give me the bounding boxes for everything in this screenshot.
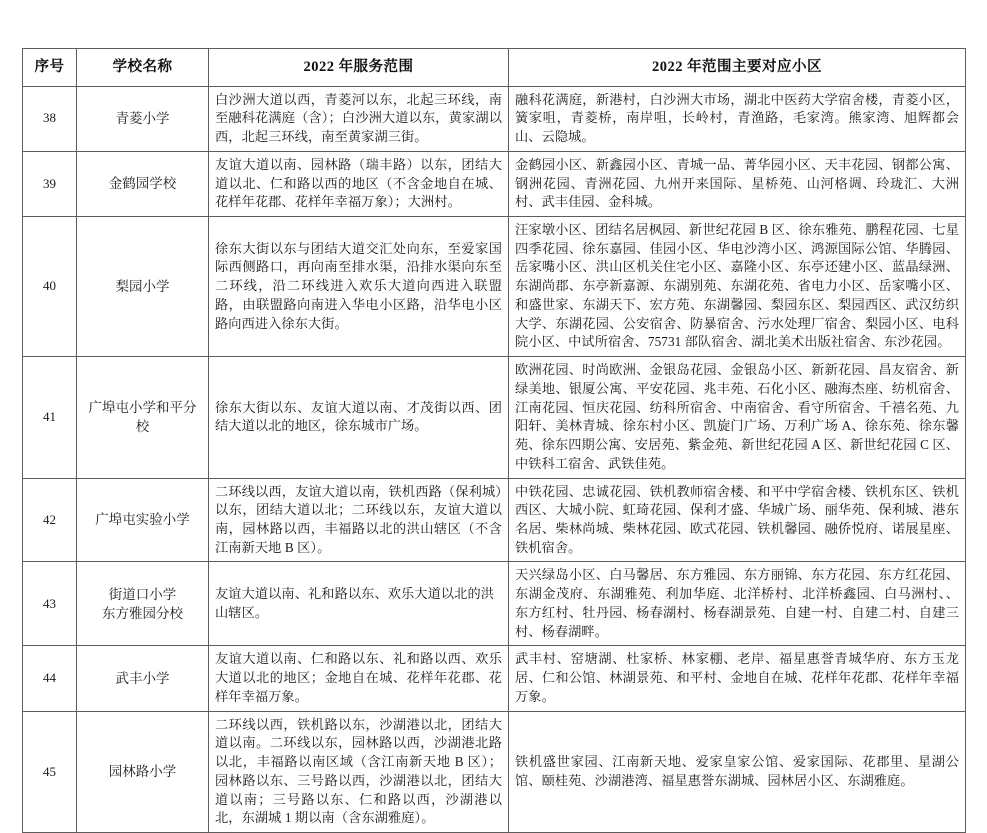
- cell-service-scope: 徐东大街以东、友谊大道以南、才茂街以西、团结大道以北的地区，徐东城市广场。: [209, 357, 509, 478]
- table-row: [23, 86, 966, 151]
- cell-school-name: 园林路小学: [77, 711, 209, 832]
- table-header-row: [23, 49, 966, 87]
- table-row: [23, 478, 966, 562]
- table-row: [23, 357, 966, 478]
- cell-school-name: 广埠屯实验小学: [77, 478, 209, 562]
- school-service-area-table: [22, 48, 966, 833]
- cell-service-scope: 徐东大街以东与团结大道交汇处向东，至爱家国际西侧路口，再向南至排水渠，沿排水渠向东至二环线，沿二环线进入欢乐大道向西进入联盟路，由联盟路向南进入华电小区路，沿华电小区路向西进入徐东大街。: [209, 216, 509, 356]
- cell-index: 42: [23, 478, 77, 562]
- table-body: [23, 86, 966, 832]
- column-header-index: 序号: [23, 49, 77, 87]
- table-row: [23, 562, 966, 646]
- cell-corresponding-communities: 武丰村、窑塘湖、杜家桥、林家棚、老岸、福星惠誉青城华府、东方玉龙居、仁和公馆、林湖景苑、和平村、金地自在城、花样年花郡、花样年幸福万象。: [509, 646, 966, 711]
- school-name-line: 街道口小学: [108, 586, 177, 602]
- cell-service-scope: 二环线以西，铁机路以东，沙湖港以北，团结大道以南。二环线以东，园林路以西，沙湖港北路以北，丰福路以南区域（含江南新天地 B 区）；园林路以东、三号路以西，沙湖港以北，团结大道以南；三号路以东、仁和路以西，沙湖港以北，东湖城 1 期以南（含东湖雅庭）。: [209, 711, 509, 832]
- cell-index: 38: [23, 86, 77, 151]
- table-row: [23, 711, 966, 832]
- cell-index: 41: [23, 357, 77, 478]
- table-row: [23, 151, 966, 216]
- cell-school-name: 武丰小学: [77, 646, 209, 711]
- cell-school-name: 广埠屯小学和平分校: [77, 357, 209, 478]
- cell-index: 40: [23, 216, 77, 356]
- cell-corresponding-communities: 铁机盛世家园、江南新天地、爱家皇家公馆、爱家国际、花郡里、星湖公馆、颐桂苑、沙湖港湾、福星惠誉东湖城、园林居小区、东湖雅庭。: [509, 711, 966, 832]
- cell-corresponding-communities: 欧洲花园、时尚欧洲、金银岛花园、金银岛小区、新新花园、昌友宿舍、新绿美地、银厦公寓、平安花园、兆丰苑、石化小区、融海杰座、纺机宿舍、江南花园、恒庆花园、纺科所宿舍、中南宿舍、看守所宿舍、千禧名苑、九阳轩、美林青城、徐东村小区、凯旋门广场、万利广场 A、徐东苑、徐东馨苑、徐东四期公寓、安居苑、紫金苑、新世纪花园 A 区、新世纪花园 C 区、中铁科工宿舍、武铁佳苑。: [509, 357, 966, 478]
- cell-service-scope: 友谊大道以南、仁和路以东、礼和路以西、欢乐大道以北的地区；金地自在城、花样年花郡、花样年幸福万象。: [209, 646, 509, 711]
- cell-service-scope: 友谊大道以南、礼和路以东、欢乐大道以北的洪山辖区。: [209, 562, 509, 646]
- cell-school-name: 梨园小学: [77, 216, 209, 356]
- cell-corresponding-communities: 金鹤园小区、新鑫园小区、青城一品、菁华园小区、天丰花园、钢都公寓、钢洲花园、青洲花园、九州开来国际、星桥苑、山河格调、玲珑汇、大洲村、武丰佳园、金科城。: [509, 151, 966, 216]
- cell-service-scope: 友谊大道以南、园林路（瑞丰路）以东，团结大道以北、仁和路以西的地区（不含金地自在城、花样年花郡、花样年幸福万象）；大洲村。: [209, 151, 509, 216]
- table-row: [23, 646, 966, 711]
- cell-index: 39: [23, 151, 77, 216]
- cell-service-scope: 白沙洲大道以西，青菱河以东，北起三环线，南至融科花满庭（含）；白沙洲大道以东，黄家湖以西，北起三环线，南至黄家湖三街。: [209, 86, 509, 151]
- column-header-school-name: 学校名称: [77, 49, 209, 87]
- cell-service-scope: 二环线以西，友谊大道以南，铁机西路（保利城）以东，团结大道以北；二环线以东，友谊大道以南，园林路以西，丰福路以北的洪山辖区（不含江南新天地 B 区）。: [209, 478, 509, 562]
- cell-school-name: [77, 562, 209, 646]
- column-header-service-scope: 2022 年服务范围: [209, 49, 509, 87]
- cell-school-name: 金鹤园学校: [77, 151, 209, 216]
- column-header-corresponding-communities: 2022 年范围主要对应小区: [509, 49, 966, 87]
- cell-corresponding-communities: 中铁花园、忠诚花园、铁机教师宿舍楼、和平中学宿舍楼、铁机东区、铁机西区、大城小院、虹琦花园、保利才盛、华城广场、丽华苑、保利城、港东名居、柴林尚城、柴林花园、欧式花园、铁机馨园、融侨悦府、诺展星座、铁机宿舍。: [509, 478, 966, 562]
- school-name-line: 东方雅园分校: [102, 605, 183, 621]
- table-header: [23, 49, 966, 87]
- cell-index: 45: [23, 711, 77, 832]
- cell-corresponding-communities: 天兴绿岛小区、白马馨居、东方雅园、东方丽锦、东方花园、东方红花园、东湖金茂府、东湖雅苑、利加华庭、北洋桥村、北洋桥鑫园、白马洲村、、东方红村、牡丹园、杨春湖村、杨春湖景苑、自建一村、自建二村、自建三村、杨春湖畔。: [509, 562, 966, 646]
- table-row: [23, 216, 966, 356]
- cell-school-name: 青菱小学: [77, 86, 209, 151]
- cell-index: 43: [23, 562, 77, 646]
- cell-corresponding-communities: 融科花满庭，新港村，白沙洲大市场，湖北中医药大学宿舍楼，青菱小区，簧家咀，青菱桥，南岸咀，长岭村，青渔路，毛家湾。熊家湾、旭辉都会山、云隐城。: [509, 86, 966, 151]
- cell-index: 44: [23, 646, 77, 711]
- cell-corresponding-communities: 汪家墩小区、团结名居枫园、新世纪花园 B 区、徐东雅苑、鹏程花园、七星四季花园、徐东嘉园、佳园小区、华电沙湾小区、鸿源国际公馆、华腾园、岳家嘴小区、洪山区机关住宅小区、嘉隆小区、东亭还建小区、蓝晶绿洲、东湖尚郡、东亭新嘉源、东湖别苑、东湖花苑、省电力小区、岳家嘴小区、和盛世家、东湖天下、宏方苑、东湖馨园、梨园东区、梨园西区、武汉纺织大学、东湖花园、公安宿舍、防暴宿舍、污水处理厂宿舍、梨园小区、电科院小区、中试所宿舍、75731 部队宿舍、湖北美术出版社宿舍、东沙花园。: [509, 216, 966, 356]
